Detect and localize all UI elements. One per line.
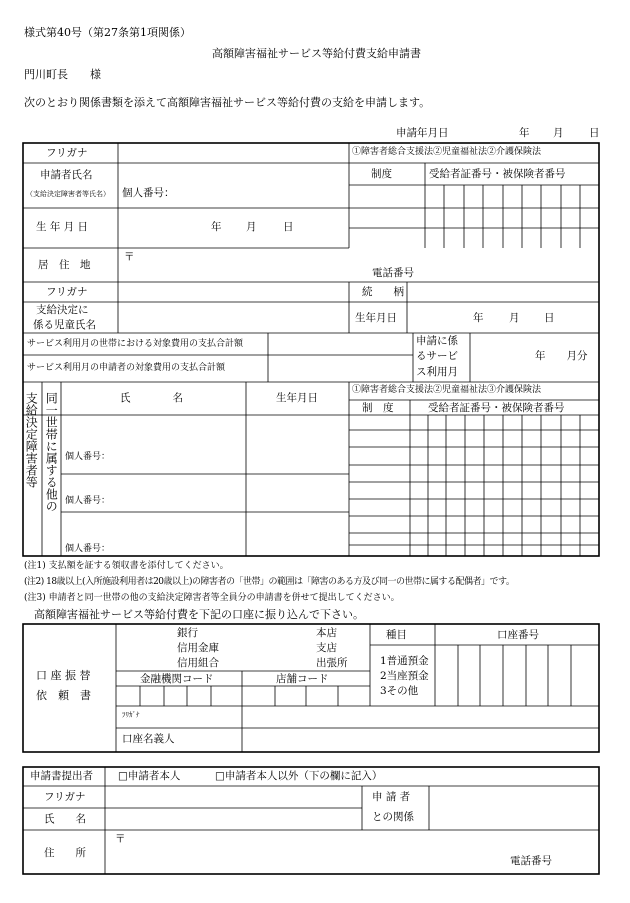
member-2-mynumber-label: 個人番号： <box>65 496 111 506</box>
birthdate-label: 生 年 月 日 <box>36 221 89 233</box>
use-month-label-3: ス利用月 <box>416 366 458 378</box>
relationship-label-1: 申 請 者 <box>372 791 411 803</box>
note-3: (注3) 申請者と同一世帯の他の支給決定障害者等全員分の申請書を併せて提出してください。 <box>24 593 400 603</box>
members-side-label-1: 支給決定障害者等 <box>24 392 39 488</box>
child-birth-day-unit: 日 <box>544 312 555 324</box>
child-furigana-label: フリガナ <box>46 286 88 298</box>
note-2: (注2) 18歳以上(入所施設利用者は20歳以上)の障害者の「世帯」の範囲は「障害のある方及び同一の世帯に属する配偶者」です。 <box>24 577 515 587</box>
transfer-instruction: 高額障害福祉サービス等給付費を下記の口座に振り込んで下さい。 <box>34 608 364 621</box>
relation-label: 続 柄 <box>362 286 404 298</box>
branch-type-honten: 本店 <box>316 627 337 639</box>
birth-month-unit: 月 <box>246 221 257 233</box>
member-system-header: 制 度 <box>362 402 394 414</box>
child-birth-year-unit: 年 <box>473 312 484 324</box>
child-name-label-1: 支給決定に <box>36 304 89 316</box>
intro-text: 次のとおり関係書類を添えて高額障害福祉サービス等給付費の支給を申請します。 <box>24 96 431 109</box>
child-name-label-2: 係る児童氏名 <box>33 319 96 331</box>
applicant-mynumber-label: 個人番号： <box>122 187 175 199</box>
applicant-name-label: 申請者氏名 <box>40 169 93 181</box>
branch-type-shucchojo: 出張所 <box>316 657 348 669</box>
phone-label: 電話番号 <box>372 267 414 279</box>
member-certificate-header: 受給者証番号・被保険者番号 <box>428 402 565 414</box>
addressee: 門川町長 様 <box>24 68 101 81</box>
bank-type-shinkin: 信用金庫 <box>177 642 219 654</box>
use-month-label-1: 申請に係 <box>416 335 458 347</box>
date-label: 申請年月日 <box>396 127 449 139</box>
submitter-phone-label: 電話番号 <box>510 855 552 867</box>
account-type-2: 2当座預金 <box>380 670 429 682</box>
note-1: (注1) 支払額を証する領収書を添付してください。 <box>24 561 229 571</box>
member-1-mynumber-label: 個人番号： <box>65 452 111 462</box>
account-holder-label: 口座名義人 <box>122 733 175 745</box>
relationship-label-2: との関係 <box>372 811 414 823</box>
household-total-label: サービス利用月の世帯における対象費用の支払合計額 <box>27 339 244 349</box>
date-day-unit: 日 <box>589 127 600 139</box>
submitter-furigana-label: フリガナ <box>44 791 86 803</box>
child-birth-label: 生年月日 <box>355 312 397 324</box>
submitter-address-label: 住 所 <box>44 847 86 859</box>
form-title: 高額障害福祉サービス等給付費支給申請書 <box>212 47 421 60</box>
submitter-postal-mark: 〒 <box>115 833 126 845</box>
member-birth-header: 生年月日 <box>276 392 318 404</box>
submitter-label: 申請書提出者 <box>30 770 93 782</box>
bank-side-label-2: 依 頼 書 <box>36 689 91 702</box>
holder-furigana-label: ﾌﾘｶﾞﾅ <box>122 711 140 719</box>
date-year-unit: 年 <box>519 127 530 139</box>
use-year-month-units: 年 月分 <box>535 350 588 362</box>
child-birth-month-unit: 月 <box>509 312 520 324</box>
birth-year-unit: 年 <box>211 221 222 233</box>
account-type-3: 3その他 <box>380 685 419 697</box>
use-month-label-2: るサービ <box>416 350 458 362</box>
institution-code-label: 金融機関コード <box>140 673 214 685</box>
system-label: 制度 <box>371 168 392 180</box>
member-name-header: 氏 名 <box>120 392 183 404</box>
furigana-label: フリガナ <box>46 147 88 159</box>
certificate-number-label: 受給者証番号・被保険者番号 <box>429 168 566 180</box>
members-side-label-2: 同一世帯に属する他の <box>44 392 59 512</box>
main-block-border <box>23 143 599 556</box>
date-month-unit: 月 <box>553 127 564 139</box>
branch-type-shiten: 支店 <box>316 642 337 654</box>
birth-day-unit: 日 <box>283 221 294 233</box>
applicant-name-sublabel: （支給決定障害者等氏名） <box>26 190 110 198</box>
member-3-mynumber-label: 個人番号： <box>65 544 111 554</box>
law-options: ①障害者総合支援法②児童福祉法②介護保険法 <box>352 147 542 157</box>
account-type-1: 1普通預金 <box>380 655 429 667</box>
postal-mark: 〒 <box>124 251 135 263</box>
bank-type-kumiai: 信用組合 <box>177 657 219 669</box>
applicant-total-label: サービス利用月の申請者の対象費用の支払合計額 <box>27 363 226 373</box>
bank-side-label-1: 口 座 振 替 <box>36 669 91 682</box>
bank-block-border <box>23 624 599 752</box>
submitter-option-self[interactable]: □申請者本人 <box>118 770 181 782</box>
submitter-option-other[interactable]: □申請者本人以外（下の欄に記入） <box>215 770 383 782</box>
branch-code-label: 店舗コード <box>276 673 329 685</box>
form-number: 様式第40号（第27条第1項関係） <box>24 26 191 39</box>
bank-type-bank: 銀行 <box>177 627 198 639</box>
account-number-label: 口座番号 <box>497 629 539 641</box>
member-law-options: ①障害者総合支援法②児童福祉法③介護保険法 <box>352 385 542 395</box>
address-label: 居 住 地 <box>38 259 91 271</box>
submitter-name-label: 氏 名 <box>44 813 86 825</box>
account-type-label: 種目 <box>386 629 407 641</box>
